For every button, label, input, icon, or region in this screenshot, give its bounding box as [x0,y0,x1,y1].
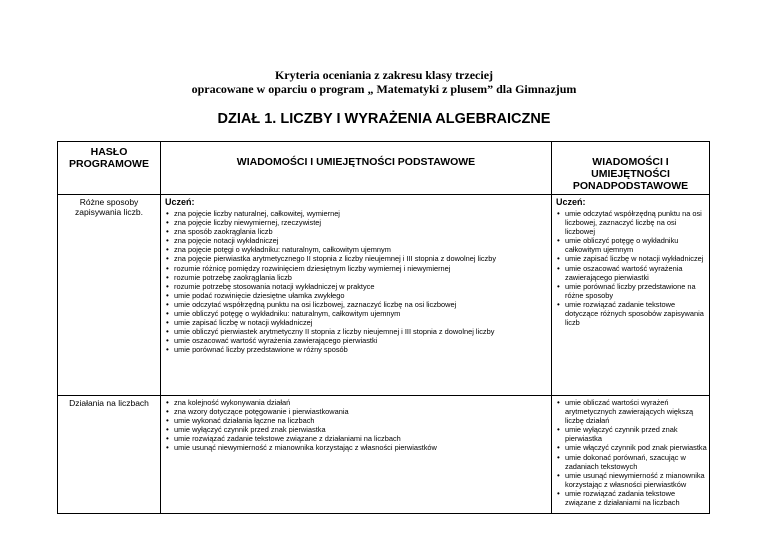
list-item: • zna pojęcie potęgi o wykładniku: naturalnym, całkowitym ujemnym [165,245,549,254]
list-item: • umie obliczyć potęgę o wykładniku całkowitym ujemnym [556,236,707,254]
list-item: • umie wyłączyć czynnik przed znak pierwiastka [556,425,707,443]
list-item: • umie porównać liczby przedstawione na różne sposoby [556,282,707,300]
basic-cell [161,195,552,396]
list-item: • umie rozwiązać zadanie tekstowe związane z działaniami na liczbach [165,434,549,443]
list-item: • umie obliczyć potęgę o wykładniku: naturalnym, całkowitym ujemnym [165,309,549,318]
column-header-topic: HASŁO PROGRAMOWE [58,142,161,195]
list-item: • zna wzory dotyczące potęgowanie i pierwiastkowania [165,407,549,416]
student-label: Uczeń: [556,197,586,207]
list-item: • rozumie różnicę pomiędzy rozwinięciem dziesiętnym liczby wymiernej i niewymiernej [165,264,549,273]
column-header-advanced: WIADOMOŚCI I UMIEJĘTNOŚCI PONADPODSTAWOWE [552,142,710,195]
list-item: • zna pojęcie notacji wykładniczej [165,236,549,245]
list-item: • umie wykonać działania łączne na liczbach [165,416,549,425]
table-row [58,195,710,396]
row-topic: Różne sposoby zapisywania liczb. [58,195,161,396]
list-item: • zna pojęcie pierwiastka arytmetycznego II stopnia z liczby nieujemnej i III stopnia z dowolnej liczby [165,254,549,263]
criteria-table [57,141,710,514]
list-item: • umie rozwiązać zadania tekstowe związane z działaniami na liczbach [556,489,707,507]
list-item: • umie oszacować wartość wyrażenia zawierającego pierwiastki [165,336,549,345]
list-item: • umie odczytać współrzędną punktu na osi liczbowej, zaznaczyć liczbę na osi liczbowej [556,209,707,236]
basic-list [165,398,549,453]
list-item: • zna pojęcie liczby naturalnej, całkowitej, wymiernej [165,209,549,218]
row-topic: Działania na liczbach [58,396,161,514]
basic-cell [161,396,552,514]
document-title-line1: Kryteria oceniania z zakresu klasy trzeciej [274,68,494,82]
list-item: • zna kolejność wykonywania działań [165,398,549,407]
list-item: • rozumie potrzebę zaokrąglania liczb [165,273,549,282]
list-item: • umie wyłączyć czynnik przed znak pierwiastka [165,425,549,434]
list-item: • umie zapisać liczbę w notacji wykładniczej [556,254,707,263]
basic-list [165,209,549,355]
document-title-line2: opracowane w oparciu o program „ Matematyki z plusem” dla Gimnazjum [191,82,577,96]
advanced-cell [552,396,710,514]
list-item: • zna sposób zaokrąglania liczb [165,227,549,236]
advanced-list [556,209,707,327]
list-item: • umie podać rozwinięcie dziesiętne ułamka zwykłego [165,291,549,300]
list-item: • umie usunąć niewymierność z mianownika korzystając z własności pierwiastków [165,443,549,452]
list-item: • umie odczytać współrzędną punktu na osi liczbowej, zaznaczyć liczbę na osi liczbowej [165,300,549,309]
section-heading: DZIAŁ 1. LICZBY I WYRAŻENIA ALGEBRAICZNE [217,111,551,127]
advanced-cell [552,195,710,396]
table-row [58,396,710,514]
list-item: • umie usunąć niewymierność z mianownika korzystając z własności pierwiastków [556,471,707,489]
list-item: • umie obliczyć pierwiastek arytmetyczny II stopnia z liczby nieujemnej i III stopnia z dowolnej liczby [165,327,549,336]
list-item: • umie zapisać liczbę w notacji wykładniczej [165,318,549,327]
list-item: • umie oszacować wartość wyrażenia zawierającego pierwiastki [556,264,707,282]
list-item: • umie włączyć czynnik pod znak pierwiastka [556,443,707,452]
column-header-basic: WIADOMOŚCI I UMIEJĘTNOŚCI PODSTAWOWE [161,142,552,195]
list-item: • zna pojęcie liczby niewymiernej, rzeczywistej [165,218,549,227]
advanced-list [556,398,707,507]
student-label: Uczeń: [165,197,195,207]
list-item: • umie obliczać wartości wyrażeń arytmetycznych zawierających większą liczbę działań [556,398,707,425]
list-item: • umie dokonać porównań, szacując w zadaniach tekstowych [556,453,707,471]
table-header-row [58,142,710,195]
list-item: • umie rozwiązać zadanie tekstowe dotyczące różnych sposobów zapisywania liczb [556,300,707,327]
list-item: • rozumie potrzebę stosowania notacji wykładniczej w praktyce [165,282,549,291]
list-item: • umie porównać liczby przedstawione w różny sposób [165,345,549,354]
